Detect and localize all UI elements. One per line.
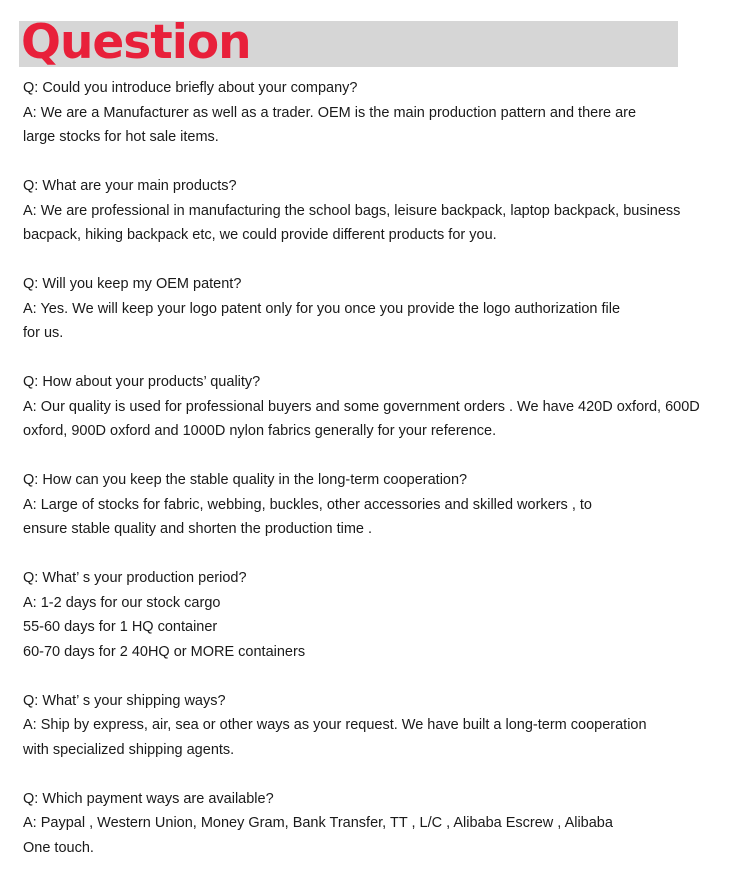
faq-question: Q: Which payment ways are available? [23,790,274,807]
faq-text-line: ensure stable quality and shorten the production time . [23,521,373,537]
faq-answer: A: Ship by express, air, sea or other ways as your request. We have built a long-term cooperation [23,717,647,733]
faq-text-line: One touch. [23,839,94,856]
faq-item [23,370,738,444]
faq-text-line: with specialized shipping agents. [23,741,235,758]
faq-answer: A: 1-2 days for our stock cargo [23,594,221,611]
faq-item [23,272,738,346]
faq-item [23,468,738,542]
faq-item [23,689,738,763]
faq-text-line: large stocks for hot sale items. [23,129,219,145]
faq-text-line: for us. [23,325,64,341]
faq-text-line: 60-70 days for 2 40HQ or MORE containers [23,643,306,660]
faq-question: Q: What’ s your production period? [23,570,247,586]
faq-text-line: 55-60 days for 1 HQ container [23,619,218,635]
faq-answer: A: We are professional in manufacturing the school bags, leisure backpack, laptop backpack, business [23,202,681,219]
faq-answer: A: We are a Manufacturer as well as a trader. OEM is the main production pattern and there are [23,104,637,121]
header-bar [19,15,678,70]
faq-item [23,787,738,861]
faq-question: Q: Could you introduce briefly about your company? [23,80,358,96]
faq-question: Q: Will you keep my OEM patent? [23,276,242,292]
faq-item [23,76,738,150]
faq-item [23,174,738,248]
faq-answer: A: Yes. We will keep your logo patent only for you once you provide the logo authorization file [23,300,621,317]
faq-question: Q: What’ s your shipping ways? [23,692,226,709]
faq-question: Q: What are your main products? [23,178,237,194]
faq-question: Q: How about your products’ quality? [23,374,261,390]
faq-list [23,76,738,885]
page-title: Question [21,15,251,70]
faq-answer: A: Paypal , Western Union, Money Gram, Bank Transfer, TT , L/C , Alibaba Escrew , Alibaba [23,815,613,831]
faq-text-line: oxford, 900D oxford and 1000D nylon fabrics generally for your reference. [23,423,497,439]
faq-answer: A: Large of stocks for fabric, webbing, buckles, other accessories and skilled workers , to [23,496,592,513]
faq-answer: A: Our quality is used for professional buyers and some government orders . We have 420D oxford, 600D [23,398,700,415]
faq-text-line: bacpack, hiking backpack etc, we could provide different products for you. [23,227,497,243]
faq-question: Q: How can you keep the stable quality in the long-term cooperation? [23,472,468,488]
faq-item [23,566,738,664]
